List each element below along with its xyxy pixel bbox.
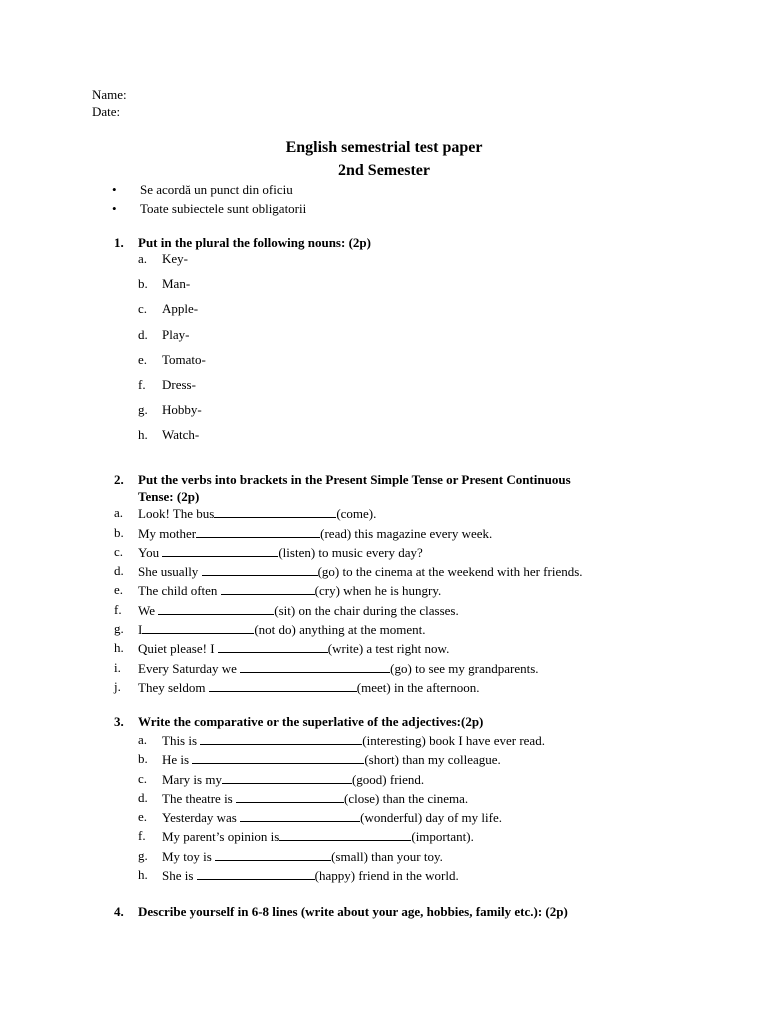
list-item: f. Dress-	[138, 377, 196, 392]
question-1-text: Put in the plural the following nouns: (2p)	[138, 235, 371, 250]
answer-blank[interactable]	[215, 848, 331, 861]
answer-blank[interactable]	[196, 525, 320, 538]
answer-blank[interactable]	[221, 582, 315, 595]
answer-blank[interactable]	[202, 563, 318, 576]
date-label: Date:	[92, 104, 121, 119]
page-subtitle: 2nd Semester	[338, 162, 430, 179]
answer-blank[interactable]	[240, 809, 360, 822]
answer-blank[interactable]	[142, 621, 254, 634]
bullet-text: Toate subiectele sunt obligatorii	[140, 201, 307, 216]
bullet-dot-icon: •	[112, 201, 117, 216]
question-4-text: Describe yourself in 6-8 lines (write about your age, hobbies, family etc.): (2p)	[138, 904, 568, 919]
answer-blank[interactable]	[158, 602, 274, 615]
answer-blank[interactable]	[218, 640, 328, 653]
answer-blank[interactable]	[222, 771, 352, 784]
bullet-dot-icon: •	[112, 182, 117, 197]
answer-blank[interactable]	[200, 732, 362, 745]
list-item: a. Key-	[138, 251, 188, 266]
question-3-text: Write the comparative or the superlative of the adjectives:(2p)	[138, 714, 484, 729]
list-item: c. Apple-	[138, 301, 199, 316]
answer-blank[interactable]	[192, 751, 364, 764]
answer-blank[interactable]	[197, 867, 315, 880]
list-item: h. Watch-	[138, 427, 200, 442]
answer-blank[interactable]	[162, 544, 278, 557]
list-item: g. Hobby-	[138, 402, 202, 417]
question-1-number: 1.	[114, 235, 124, 250]
bullet-text: Se acordă un punct din oficiu	[140, 182, 293, 197]
answer-blank[interactable]	[240, 660, 390, 673]
page-title: English semestrial test paper	[285, 139, 483, 156]
name-label: Name:	[92, 87, 127, 102]
question-2-text: Put the verbs into brackets in the Present Simple Tense or Present Continuous	[138, 472, 571, 487]
question-2-text-cont: Tense: (2p)	[138, 489, 200, 504]
answer-blank[interactable]	[214, 505, 336, 518]
list-item: d. Play-	[138, 327, 190, 342]
answer-blank[interactable]	[209, 679, 357, 692]
question-3-number: 3.	[114, 714, 124, 729]
answer-blank[interactable]	[279, 828, 411, 841]
list-item: e. Tomato-	[138, 352, 206, 367]
question-4-number: 4.	[114, 904, 124, 919]
question-2-number: 2.	[114, 472, 124, 487]
list-item: b. Man-	[138, 276, 191, 291]
answer-blank[interactable]	[236, 790, 344, 803]
